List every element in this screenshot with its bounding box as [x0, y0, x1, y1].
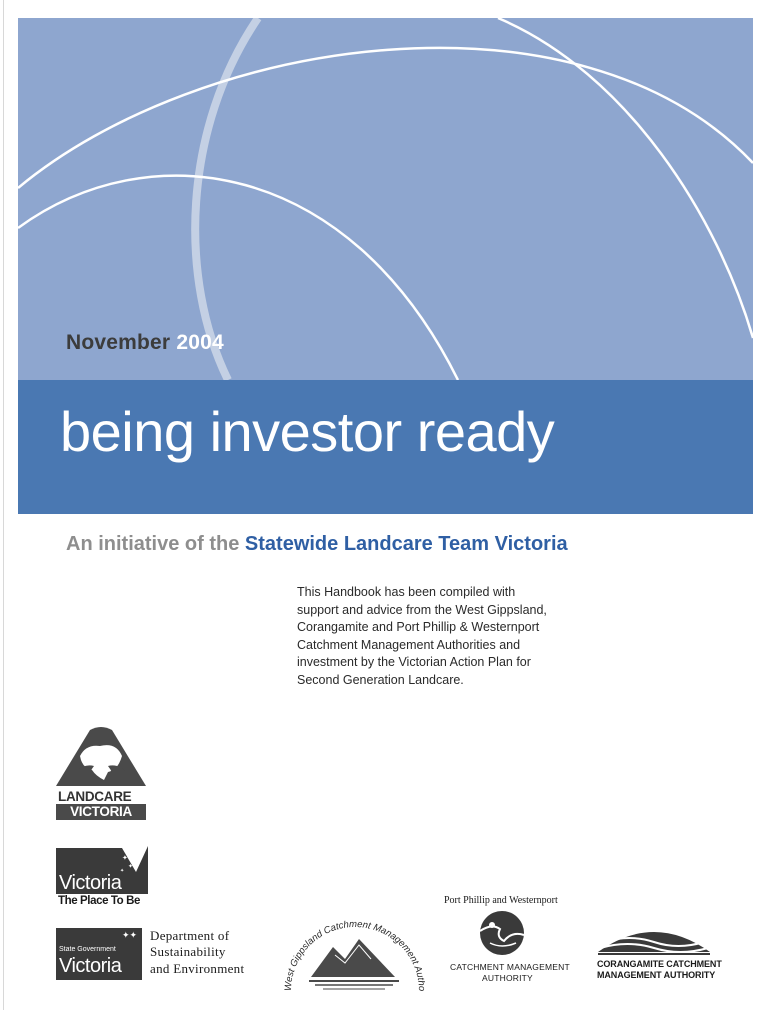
tagline-prefix: An initiative of the	[66, 533, 240, 555]
ppwcma-title: Port Phillip and Westernport	[444, 895, 558, 906]
intro-line: investment by the Victorian Action Plan for	[297, 655, 531, 669]
intro-paragraph	[297, 584, 617, 689]
ppwcma-line1: CATCHMENT MANAGEMENT	[450, 962, 570, 972]
date-month: November	[66, 331, 171, 354]
date-year: 2004	[176, 331, 224, 354]
cover-date	[66, 331, 224, 355]
cover-hero-panel	[18, 18, 753, 380]
victoria-slogan: The Place To Be	[58, 895, 140, 907]
landcare-label: LANDCARE	[58, 789, 132, 804]
tagline	[66, 533, 568, 556]
decorative-arcs	[18, 18, 753, 380]
intro-line: support and advice from the West Gippsland,	[297, 602, 547, 617]
document-title: being investor ready	[60, 400, 555, 463]
svg-text:✦: ✦	[122, 854, 128, 862]
landcare-hands-icon	[56, 726, 146, 790]
wgcma-arc-emblem	[283, 911, 425, 995]
port-phillip-westernport-cma-logo	[442, 895, 570, 985]
ccma-line2: MANAGEMENT AUTHORITY	[597, 970, 716, 980]
dse-logo	[56, 928, 261, 980]
dse-victoria-wordmark: Victoria	[59, 955, 122, 977]
intro-line: Second Generation Landcare.	[297, 672, 464, 687]
west-gippsland-cma-logo	[283, 911, 425, 995]
landcare-victoria-label: VICTORIA	[56, 804, 146, 820]
ppwcma-bay-icon	[442, 909, 567, 959]
dse-department-line2: Sustainability	[150, 944, 226, 959]
ppwcma-line2: AUTHORITY	[482, 973, 533, 983]
victoria-place-to-be-logo	[56, 846, 148, 910]
intro-line: Catchment Management Authorities and	[297, 637, 521, 652]
wgcma-arc-text: West Gippsland Catchment Management Aut	[283, 918, 425, 992]
svg-text:✦: ✦	[120, 868, 125, 874]
intro-line: This Handbook has been compiled with	[297, 585, 516, 599]
title-band	[18, 380, 753, 514]
corangamite-cma-logo	[594, 920, 722, 982]
page-edge-line	[3, 0, 4, 1010]
dse-department-line1: Department of	[150, 928, 230, 943]
southern-cross-icon: ✦✦	[122, 930, 138, 940]
ccma-line1: CORANGAMITE CATCHMENT	[597, 959, 722, 969]
victoria-wordmark: Victoria	[59, 872, 122, 894]
intro-line: Corangamite and Port Phillip & Westernport	[297, 620, 540, 634]
dse-state-government-label: State Government	[59, 946, 116, 953]
landcare-victoria-logo	[56, 726, 146, 821]
tagline-organisation: Statewide Landcare Team Victoria	[244, 533, 568, 555]
svg-text:✦: ✦	[128, 863, 134, 870]
dse-department-line3: and Environment	[150, 961, 245, 976]
ccma-wave-icon	[594, 920, 714, 958]
